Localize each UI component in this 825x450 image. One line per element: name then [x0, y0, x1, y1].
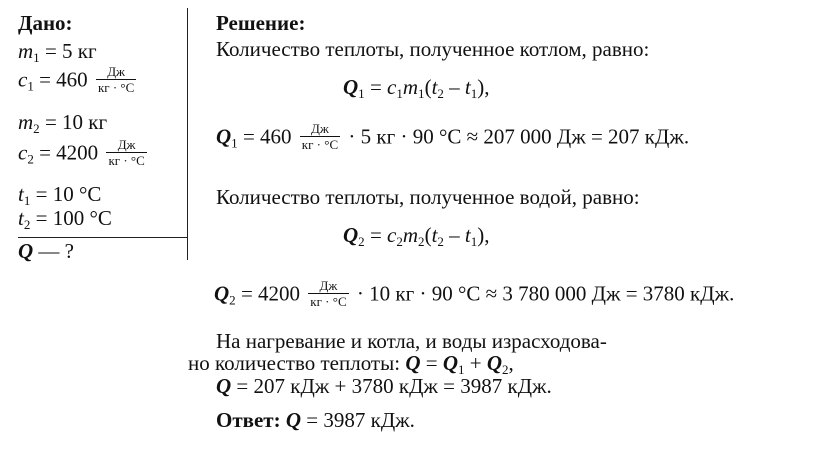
calc-q1: $Q_1 = 460$ $\frac{Дж}{кг \cdot ^\circ С}$ · 5 кг · 90 °С ≈ 207 000 Дж = 207 кДж. [216, 121, 690, 152]
solution-line-boiler: Количество теплоты, полученное котлом, равно: [216, 37, 650, 61]
solution-line-total-3: Q = 207 кДж + 3780 кДж = 3987 кДж. [216, 374, 552, 398]
unit-fraction: $\frac{Дж}{кг \cdot ^\circ С}$ [310, 278, 347, 309]
given-t2: $t_2 = 100$ °С [18, 206, 112, 232]
formula-q1: $Q_1 = c_1m_1(t_2 - t_1)$, [343, 75, 490, 101]
given-m1: $m_1 = 5$ кг [18, 39, 97, 65]
given-divider-horizontal [18, 237, 188, 238]
given-c2: $c_2 = 4200$ $\frac{Дж}{кг \cdot ^\circ С}$ [18, 137, 145, 168]
formula-q2: $Q_2 = c_2m_2(t_2 - t_1)$, [343, 223, 490, 249]
unit-fraction: $\frac{Дж}{кг \cdot ^\circ С}$ [97, 64, 135, 95]
calc-q2: $Q_2 = 4200$ $\frac{Дж}{кг \cdot ^\circ С}$ · 10 кг · 90 °С ≈ 3 780 000 Дж = 3780 кДж. [214, 278, 735, 309]
solution-line-water: Количество теплоты, полученное водой, равно: [216, 185, 640, 209]
given-heading: Дано: [18, 11, 73, 35]
given-c1: $c_1 = 460$ $\frac{Дж}{кг \cdot ^\circ С}$ [18, 64, 135, 95]
solution-line-total-2: но количество теплоты: $Q = Q_1 + Q_2$, [188, 351, 514, 377]
solution-line-total-1: На нагревание и котла, и воды израсходова- [216, 329, 607, 353]
answer-label: Ответ: [216, 408, 281, 432]
given-m2: $m_2 = 10$ кг [18, 110, 108, 136]
given-unknown: Q — ? [18, 239, 74, 263]
given-t1: $t_1 = 10$ °С [18, 182, 102, 208]
answer-line: Ответ: Q = 3987 кДж. [216, 408, 415, 432]
unit-fraction: $\frac{Дж}{кг \cdot ^\circ С}$ [301, 121, 339, 152]
solution-heading: Решение: [216, 11, 306, 35]
unit-fraction: $\frac{Дж}{кг \cdot ^\circ С}$ [108, 137, 145, 168]
given-divider-vertical [187, 8, 188, 260]
